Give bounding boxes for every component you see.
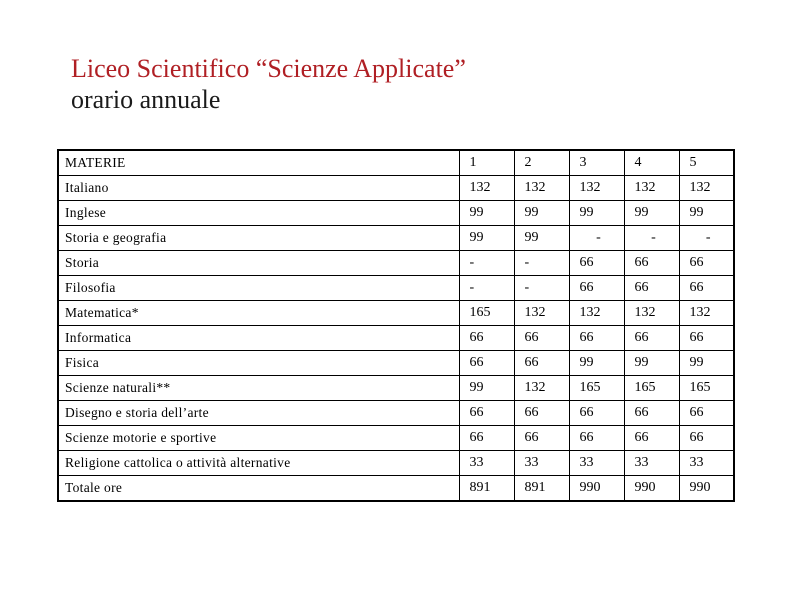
subject-cell: Totale ore [58, 476, 459, 502]
hours-cell-year-1: 99 [459, 201, 514, 226]
table-row [58, 401, 734, 426]
hours-cell-year-3: 66 [569, 426, 624, 451]
hours-cell-year-4: 132 [624, 301, 679, 326]
table-row [58, 176, 734, 201]
hours-cell-year-5: 132 [679, 176, 734, 201]
hours-cell-year-5: 132 [679, 301, 734, 326]
hours-cell-year-3: 990 [569, 476, 624, 502]
column-header-year-2: 2 [514, 150, 569, 176]
subject-cell: Filosofia [58, 276, 459, 301]
hours-cell-year-3: - [569, 226, 624, 251]
hours-cell-year-4: 99 [624, 201, 679, 226]
table-row [58, 301, 734, 326]
hours-cell-year-5: 165 [679, 376, 734, 401]
hours-cell-year-4: 66 [624, 326, 679, 351]
hours-cell-year-1: 132 [459, 176, 514, 201]
page-subtitle: orario annuale [71, 85, 221, 114]
hours-cell-year-3: 33 [569, 451, 624, 476]
hours-cell-year-1: 66 [459, 401, 514, 426]
hours-cell-year-5: 99 [679, 351, 734, 376]
table-row [58, 476, 734, 502]
column-header-year-3: 3 [569, 150, 624, 176]
hours-cell-year-3: 66 [569, 251, 624, 276]
subject-cell: Inglese [58, 201, 459, 226]
subject-cell: Disegno e storia dell’arte [58, 401, 459, 426]
hours-cell-year-4: - [624, 226, 679, 251]
subject-cell: Storia [58, 251, 459, 276]
hours-cell-year-2: 132 [514, 376, 569, 401]
hours-cell-year-1: 66 [459, 351, 514, 376]
hours-cell-year-2: 99 [514, 201, 569, 226]
column-header-year-4: 4 [624, 150, 679, 176]
hours-cell-year-4: 66 [624, 251, 679, 276]
hours-cell-year-3: 66 [569, 326, 624, 351]
hours-cell-year-5: 990 [679, 476, 734, 502]
hours-cell-year-2: 891 [514, 476, 569, 502]
column-header-year-1: 1 [459, 150, 514, 176]
subject-cell: Italiano [58, 176, 459, 201]
hours-cell-year-5: 66 [679, 401, 734, 426]
hours-cell-year-3: 132 [569, 301, 624, 326]
hours-cell-year-3: 99 [569, 351, 624, 376]
hours-cell-year-2: 132 [514, 301, 569, 326]
hours-cell-year-1: 99 [459, 376, 514, 401]
hours-cell-year-1: 891 [459, 476, 514, 502]
column-header-subjects: MATERIE [58, 150, 459, 176]
hours-cell-year-4: 33 [624, 451, 679, 476]
subject-cell: Matematica* [58, 301, 459, 326]
subject-cell: Storia e geografia [58, 226, 459, 251]
hours-cell-year-2: 99 [514, 226, 569, 251]
table-row [58, 226, 734, 251]
hours-cell-year-4: 132 [624, 176, 679, 201]
hours-cell-year-3: 132 [569, 176, 624, 201]
hours-cell-year-2: 66 [514, 401, 569, 426]
hours-cell-year-3: 66 [569, 401, 624, 426]
hours-cell-year-5: 99 [679, 201, 734, 226]
hours-cell-year-1: 66 [459, 326, 514, 351]
hours-cell-year-2: 66 [514, 351, 569, 376]
subject-cell: Scienze naturali** [58, 376, 459, 401]
hours-cell-year-5: 66 [679, 276, 734, 301]
hours-cell-year-1: - [459, 276, 514, 301]
hours-cell-year-4: 66 [624, 276, 679, 301]
table-row [58, 426, 734, 451]
hours-cell-year-1: 99 [459, 226, 514, 251]
table-row [58, 376, 734, 401]
hours-cell-year-4: 99 [624, 351, 679, 376]
hours-cell-year-4: 990 [624, 476, 679, 502]
hours-cell-year-4: 66 [624, 401, 679, 426]
hours-cell-year-2: 66 [514, 426, 569, 451]
subject-cell: Informatica [58, 326, 459, 351]
hours-cell-year-5: - [679, 226, 734, 251]
table-row [58, 251, 734, 276]
subject-cell: Fisica [58, 351, 459, 376]
hours-cell-year-1: 165 [459, 301, 514, 326]
table-row [58, 276, 734, 301]
page-title: Liceo Scientifico “Scienze Applicate” [71, 54, 466, 83]
hours-cell-year-2: - [514, 276, 569, 301]
table-header-row [58, 150, 734, 176]
hours-cell-year-1: 33 [459, 451, 514, 476]
hours-cell-year-2: 66 [514, 326, 569, 351]
hours-cell-year-5: 33 [679, 451, 734, 476]
hours-cell-year-4: 66 [624, 426, 679, 451]
hours-cell-year-3: 99 [569, 201, 624, 226]
hours-cell-year-1: 66 [459, 426, 514, 451]
hours-cell-year-2: 33 [514, 451, 569, 476]
column-header-year-5: 5 [679, 150, 734, 176]
subject-cell: Scienze motorie e sportive [58, 426, 459, 451]
table-row [58, 351, 734, 376]
schedule-table [57, 149, 735, 502]
hours-cell-year-5: 66 [679, 426, 734, 451]
hours-cell-year-5: 66 [679, 326, 734, 351]
subject-cell: Religione cattolica o attività alternative [58, 451, 459, 476]
hours-cell-year-4: 165 [624, 376, 679, 401]
hours-cell-year-2: - [514, 251, 569, 276]
hours-cell-year-3: 165 [569, 376, 624, 401]
table-row [58, 326, 734, 351]
hours-cell-year-5: 66 [679, 251, 734, 276]
hours-cell-year-1: - [459, 251, 514, 276]
hours-cell-year-3: 66 [569, 276, 624, 301]
table-row [58, 201, 734, 226]
table-row [58, 451, 734, 476]
hours-cell-year-2: 132 [514, 176, 569, 201]
